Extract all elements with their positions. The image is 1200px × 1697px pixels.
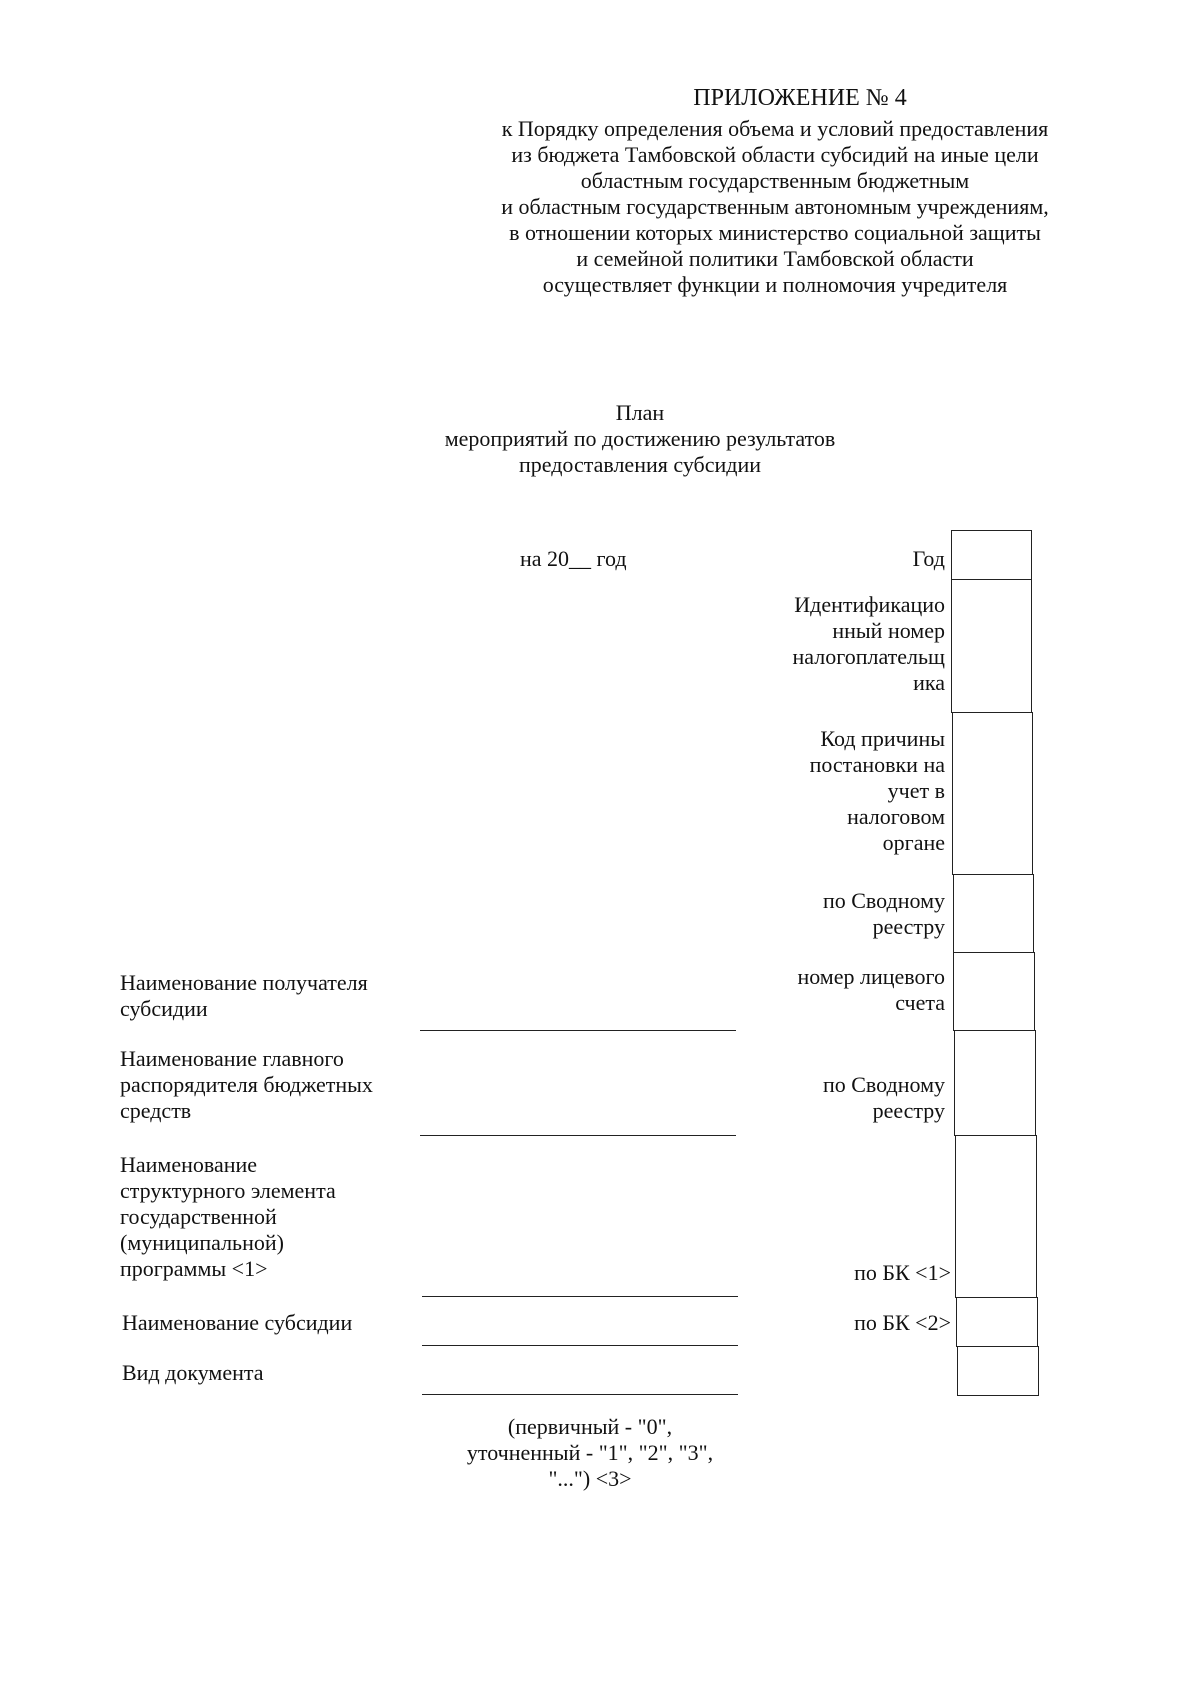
label-line: программы <1> — [120, 1256, 268, 1281]
code-cell-inn[interactable] — [951, 579, 1032, 713]
label-line: Идентификацио — [794, 592, 945, 617]
label-line: реестру — [872, 914, 945, 939]
label-line: (муниципальной) — [120, 1230, 284, 1255]
code-cell-kpp[interactable] — [952, 712, 1033, 875]
label-line: реестру — [872, 1098, 945, 1123]
code-cell-account[interactable] — [953, 952, 1035, 1031]
field-label-subsidy — [122, 1310, 422, 1336]
label-line: средств — [120, 1098, 192, 1123]
label-line: распорядителя бюджетных — [120, 1072, 373, 1097]
label-registry-2 — [725, 1072, 945, 1124]
label-line: органе — [882, 830, 945, 855]
label-year — [725, 546, 945, 572]
plan-title-line: План — [615, 400, 665, 425]
label-line: ика — [913, 670, 945, 695]
appendix-header — [400, 84, 1150, 298]
label-line: структурного элемента — [120, 1178, 336, 1203]
subsidy-fill-line[interactable] — [422, 1345, 738, 1346]
label-inn — [725, 592, 945, 696]
chief-manager-fill-line[interactable] — [420, 1135, 736, 1136]
label-line: счета — [895, 990, 945, 1015]
label-line: Наименование получателя — [120, 970, 368, 995]
label-line: Наименование субсидии — [122, 1310, 353, 1335]
field-label-chief-manager — [120, 1046, 420, 1124]
label-account — [725, 964, 945, 1016]
year-line: на 20__ год — [520, 546, 627, 571]
label-line: по Сводному — [822, 1072, 945, 1097]
appendix-line: осуществляет функции и полномочия учредителя — [542, 272, 1008, 297]
doc-type-note — [400, 1414, 780, 1492]
code-cell-registry-1[interactable] — [953, 874, 1034, 953]
recipient-fill-line[interactable] — [420, 1030, 736, 1031]
appendix-line: к Порядку определения объема и условий предоставления — [501, 116, 1049, 141]
label-line: Наименование главного — [120, 1046, 344, 1071]
label-line: по БК <1> — [854, 1260, 951, 1285]
note-line: (первичный - "0", — [507, 1414, 673, 1439]
label-registry-1 — [725, 888, 945, 940]
doc-type-fill-line[interactable] — [422, 1394, 738, 1395]
code-cell-bk-2[interactable] — [956, 1297, 1038, 1347]
field-label-recipient — [120, 970, 420, 1022]
label-line: Вид документа — [122, 1360, 264, 1385]
label-line: нный номер — [832, 618, 945, 643]
appendix-line: областным государственным бюджетным — [580, 168, 970, 193]
label-line: налоговом — [847, 804, 945, 829]
program-element-fill-line[interactable] — [422, 1296, 738, 1297]
label-line: по БК <2> — [854, 1310, 951, 1335]
code-cell-registry-2[interactable] — [954, 1030, 1036, 1136]
appendix-line: и семейной политики Тамбовской области — [576, 246, 974, 271]
appendix-line: из бюджета Тамбовской области субсидий на иные цели — [511, 142, 1039, 167]
label-line: учет в — [887, 778, 945, 803]
label-line: государственной — [120, 1204, 277, 1229]
label-line: субсидии — [120, 996, 208, 1021]
label-line: налогоплательщ — [792, 644, 945, 669]
appendix-line: и областным государственным автономным учреждениям, — [501, 194, 1049, 219]
appendix-title: ПРИЛОЖЕНИЕ № 4 — [693, 85, 907, 111]
label-kpp — [725, 726, 945, 856]
plan-title-line: мероприятий по достижению результатов — [444, 426, 836, 451]
label-bk-1 — [731, 1260, 951, 1286]
note-line: уточненный - "1", "2", "3", — [466, 1440, 714, 1465]
label-line: Наименование — [120, 1152, 258, 1177]
code-cell-year[interactable] — [951, 530, 1032, 580]
field-label-doc-type — [122, 1360, 422, 1386]
field-label-program-element — [120, 1152, 420, 1282]
label-line: по Сводному — [822, 888, 945, 913]
note-line: "...") <3> — [548, 1466, 632, 1491]
plan-title-line: предоставления субсидии — [518, 452, 762, 477]
appendix-line: в отношении которых министерство социальной защиты — [509, 220, 1041, 245]
label-line: постановки на — [809, 752, 945, 777]
label-line: номер лицевого — [797, 964, 945, 989]
code-cell-doc-type[interactable] — [957, 1346, 1039, 1396]
plan-title — [320, 400, 960, 478]
label-line: Год — [912, 546, 945, 571]
label-line: Код причины — [820, 726, 945, 751]
code-cell-bk-1[interactable] — [955, 1135, 1037, 1298]
label-bk-2 — [731, 1310, 951, 1336]
